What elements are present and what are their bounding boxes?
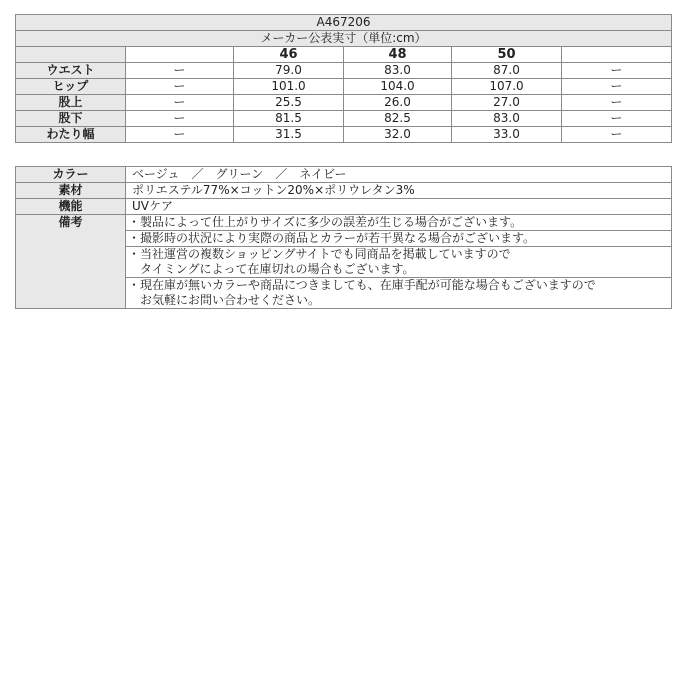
size-cell: 101.0 <box>234 79 344 95</box>
size-cell: 79.0 <box>234 63 344 79</box>
spec-label: 機能 <box>16 199 126 215</box>
size-cell: 32.0 <box>344 127 452 143</box>
row-label: 股下 <box>16 111 126 127</box>
size-cell: 81.5 <box>234 111 344 127</box>
note-line: タイミングによって在庫切れの場合もございます。 <box>128 262 415 276</box>
note-line: お気軽にお問い合わせください。 <box>128 293 321 307</box>
spec-row-material <box>16 183 672 199</box>
size-col-header: 46 <box>234 47 344 63</box>
size-cell: ー <box>562 79 672 95</box>
size-cell: ー <box>562 127 672 143</box>
spec-material-value: ポリエステル77%×コットン20%×ポリウレタン3% <box>126 183 672 199</box>
size-cell: ー <box>126 63 234 79</box>
note-item <box>126 231 672 247</box>
spec-row-color <box>16 167 672 183</box>
size-col-header: 48 <box>344 47 452 63</box>
size-col-header: 50 <box>452 47 562 63</box>
size-cell: 104.0 <box>344 79 452 95</box>
size-header-row <box>16 47 672 63</box>
spec-color-value: ベージュ ／ グリーン ／ ネイビー <box>126 167 672 183</box>
size-cell: 33.0 <box>452 127 562 143</box>
size-cell: 83.0 <box>344 63 452 79</box>
spec-label: 備考 <box>16 215 126 309</box>
note-line: ・製品によって仕上がりサイズに多少の誤差が生じる場合がございます。 <box>128 215 523 229</box>
table-row <box>16 79 672 95</box>
size-table <box>15 14 672 143</box>
table-row <box>16 95 672 111</box>
spec-table <box>15 166 672 309</box>
spec-function-value: UVケア <box>126 199 672 215</box>
size-cell: 107.0 <box>452 79 562 95</box>
size-cell: 83.0 <box>452 111 562 127</box>
size-cell: 27.0 <box>452 95 562 111</box>
spec-label: カラー <box>16 167 126 183</box>
size-cell: 82.5 <box>344 111 452 127</box>
size-cell: ー <box>126 127 234 143</box>
size-cell: 31.5 <box>234 127 344 143</box>
size-cell: ー <box>562 111 672 127</box>
note-item <box>126 215 672 231</box>
spec-row-function <box>16 199 672 215</box>
size-col-header <box>126 47 234 63</box>
table-row <box>16 127 672 143</box>
size-cell: 25.5 <box>234 95 344 111</box>
size-cell: ー <box>562 95 672 111</box>
corner-cell <box>16 47 126 63</box>
row-label: ヒップ <box>16 79 126 95</box>
size-cell: ー <box>126 79 234 95</box>
product-code: A467206 <box>16 15 672 31</box>
row-label: わたり幅 <box>16 127 126 143</box>
size-cell: ー <box>562 63 672 79</box>
size-cell: ー <box>126 95 234 111</box>
row-label: ウエスト <box>16 63 126 79</box>
size-cell: 26.0 <box>344 95 452 111</box>
note-line: ・撮影時の状況により実際の商品とカラーが若干異なる場合がございます。 <box>128 231 536 245</box>
spec-label: 素材 <box>16 183 126 199</box>
size-cell: ー <box>126 111 234 127</box>
note-item <box>126 278 672 309</box>
size-col-header <box>562 47 672 63</box>
table-row <box>16 111 672 127</box>
note-line: ・現在庫が無いカラーや商品につきましても、在庫手配が可能な場合もございますので <box>128 278 596 292</box>
spec-row-notes <box>16 215 672 231</box>
table-row <box>16 63 672 79</box>
size-cell: 87.0 <box>452 63 562 79</box>
row-label: 股上 <box>16 95 126 111</box>
note-line: ・当社運営の複数ショッピングサイトでも同商品を掲載していますので <box>128 247 511 261</box>
size-caption: メーカー公表実寸（単位:cm） <box>16 31 672 47</box>
note-item <box>126 247 672 278</box>
